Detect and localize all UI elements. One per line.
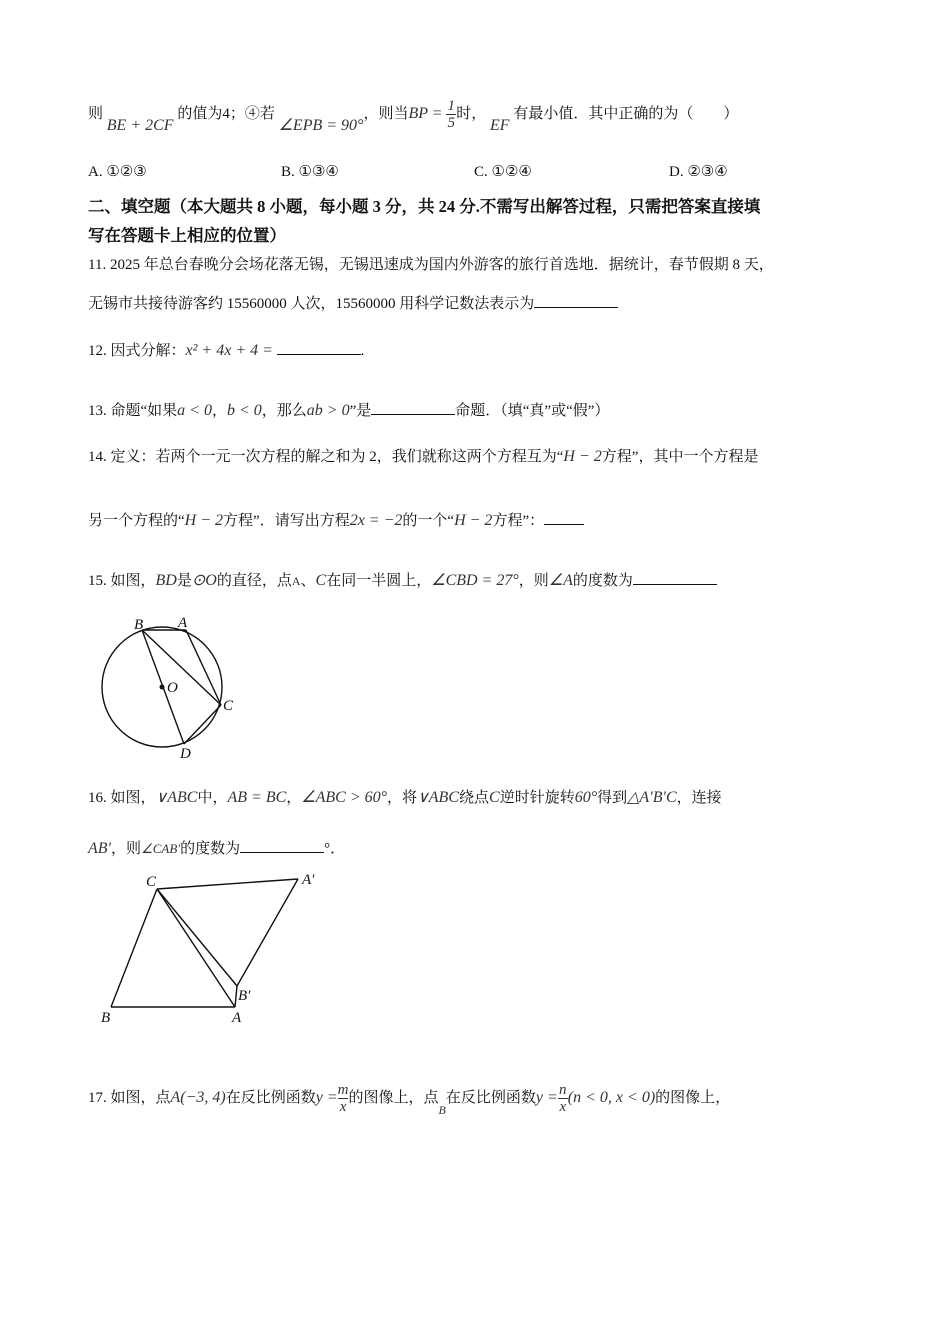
label-a: A (178, 615, 188, 631)
label-d: D (180, 746, 191, 762)
segment-cd (184, 705, 221, 744)
segment-ac (186, 630, 221, 705)
text: 中， (197, 790, 228, 806)
section-heading-cont: 写在答题卡上相应的位置） (88, 226, 286, 245)
segment-cb-prime (157, 889, 237, 986)
text: 的值为4；④若 (177, 105, 275, 122)
figure-16-triangles (111, 879, 298, 1007)
text: 得到 (597, 790, 628, 806)
text: ，则 (518, 573, 549, 589)
text: 方程”： (492, 513, 545, 529)
math: EF (490, 116, 510, 134)
label-a: A (232, 1010, 242, 1026)
text: 无锡市共接待游客约 15560000 人次，15560000 用科学记数法表示为 (88, 296, 535, 312)
text: ，则当 (363, 105, 409, 122)
math: a < 0 (177, 402, 212, 419)
text: °． (324, 841, 346, 857)
math: ∠CAB′ (141, 841, 181, 856)
option-b: B. ①③④ (281, 164, 339, 180)
text: 时， (456, 105, 487, 122)
text: 的图像上，点 (348, 1089, 439, 1106)
q16-line2 (88, 838, 345, 859)
segment-bc (142, 630, 221, 705)
text: 的直径，点 (216, 573, 292, 589)
math: BP = (408, 104, 443, 122)
math: ∠A (548, 572, 573, 589)
math: ∠ABC > 60° (301, 789, 388, 806)
text: 则 (88, 105, 104, 122)
text: ，则 (111, 841, 142, 857)
numerator: n (559, 1082, 567, 1098)
text: 的图像上， (655, 1089, 731, 1106)
center-point-o (160, 685, 165, 690)
math: ∠CBD = 27° (431, 572, 519, 589)
option-a: A. ①②③ (88, 164, 147, 180)
label-c: C (223, 698, 234, 714)
denominator: x (339, 1099, 347, 1115)
denominator: 5 (447, 115, 456, 131)
numerator: m (337, 1082, 349, 1098)
text: 方程”．请写出方程 (223, 513, 350, 529)
numerator: 1 (447, 98, 456, 114)
text: 15. 如图， (88, 573, 156, 589)
math: A (291, 574, 301, 588)
label-c: C (146, 874, 157, 890)
math: C (315, 572, 327, 589)
math: (n < 0, x < 0) (567, 1088, 656, 1106)
math: C (489, 789, 500, 806)
math: 60° (574, 789, 598, 806)
math: ∨ABC (155, 789, 198, 806)
text: 在反比例函数 (225, 1089, 316, 1106)
math: H − 2 (454, 512, 493, 529)
text: 方程”，其中一个方程是 (601, 449, 759, 465)
math: y = (535, 1088, 558, 1106)
label-o: O (167, 680, 178, 696)
text: 有最小值．其中正确的为（ ） (513, 105, 739, 122)
fraction (558, 1082, 568, 1115)
text: 12. 因式分解： (88, 343, 186, 359)
q11-line1: 11. 2025 年总台春晚分会场花落无锡，无锡迅速成为国内外游客的旅行首选地．据统计，春节假期 8 天， (88, 257, 774, 273)
option-c: C. ①②④ (474, 164, 532, 180)
text: ，连接 (676, 790, 722, 806)
math: ∨ABC (417, 789, 459, 806)
math: H − 2 (184, 512, 224, 529)
math: B (438, 1102, 446, 1117)
text: 的度数为 (180, 841, 241, 857)
math: y = (315, 1088, 338, 1106)
section-heading: 二、填空题（本大题共 8 小题，每小题 3 分，共 24 分.不需写出解答过程，只需把答案直接填 (88, 197, 761, 216)
text: ，那么 (261, 403, 307, 419)
text: 16. 如图， (88, 790, 156, 806)
text: ”是 (349, 403, 372, 419)
math: ∠EPB = 90° (278, 116, 364, 134)
q16-line1 (88, 788, 722, 808)
text: 在同一半圆上， (326, 573, 432, 589)
segment-ca-prime (157, 879, 298, 889)
text: 命题．（填“真”或“假”） (455, 403, 610, 419)
q17 (88, 1082, 730, 1115)
math: △A′B′C (627, 789, 677, 806)
option-d: D. ②③④ (669, 164, 728, 180)
text: 17. 如图，点 (88, 1089, 171, 1106)
label-b: B (101, 1010, 111, 1026)
text: 绕点 (459, 790, 490, 806)
math: BE + 2CF (106, 116, 174, 134)
text: 是 (176, 573, 192, 589)
math: A(−3, 4) (170, 1088, 226, 1106)
math: ⊙O (191, 572, 217, 589)
label-b: B (134, 617, 144, 633)
text: 14. 定义：若两个一元一次方程的解之和为 2，我们就称这两个方程互为“ (88, 449, 564, 465)
text: 另一个方程的“ (88, 513, 185, 529)
math: b < 0 (226, 402, 262, 419)
text: 13. 命题“如果 (88, 403, 178, 419)
text: 在反比例函数 (445, 1089, 536, 1106)
segment-ca (157, 889, 235, 1007)
segment-cb (111, 889, 157, 1007)
answer-blank (240, 838, 324, 853)
text: ， (286, 790, 302, 806)
segment-ab-prime (235, 986, 237, 1007)
label-b-prime: B′ (238, 988, 251, 1004)
denominator: x (559, 1099, 567, 1115)
text: 逆时针旋转 (499, 790, 575, 806)
label-a-prime: A′ (302, 872, 315, 888)
segment-a-prime-b-prime (237, 879, 298, 986)
math: 2x = −2 (349, 512, 403, 529)
math: H − 2 (563, 448, 602, 465)
math: AB′ (88, 840, 112, 857)
text: ，将 (387, 790, 418, 806)
text: 的度数为 (572, 573, 633, 589)
math: ab > 0 (306, 402, 350, 419)
math: BD (155, 572, 177, 589)
text: ， (211, 403, 227, 419)
text: 、 (300, 573, 316, 589)
text: . (360, 343, 365, 359)
fraction (338, 1082, 349, 1115)
text: 的一个“ (402, 513, 455, 529)
math: x² + 4x + 4 = (185, 342, 273, 359)
math: AB = BC (227, 789, 287, 806)
